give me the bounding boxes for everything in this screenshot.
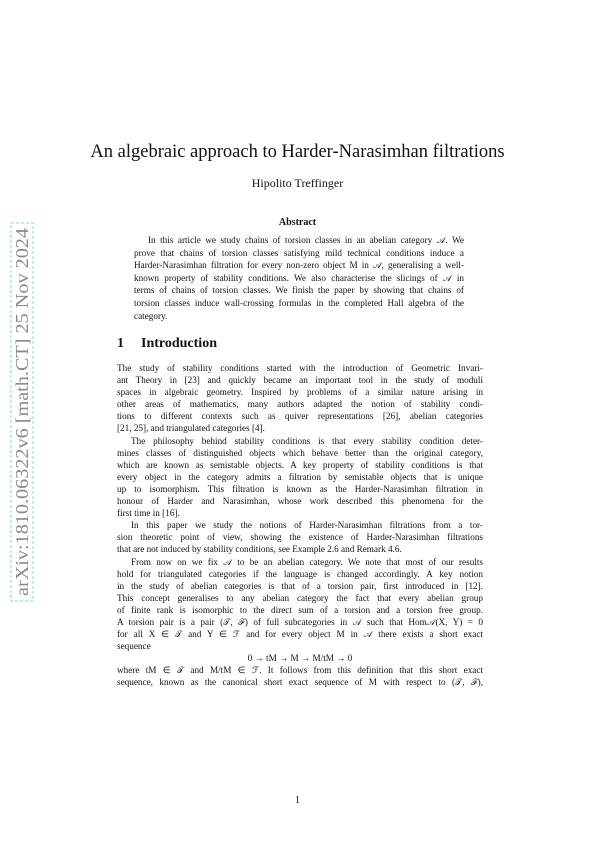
body-line: ant Theory in [23] and quickly became an important tool in the study of moduli	[117, 375, 483, 386]
body-line: for all X ∈ 𝒯 and Y ∈ ℱ and for every object M in 𝒜 there exists a short exact	[117, 629, 483, 640]
body-line: every object in the category admits a filtration by semistable objects that is unique	[117, 471, 483, 482]
paper-title: An algebraic approach to Harder-Narasimhan filtrations	[90, 142, 505, 162]
body-line: A torsion pair is a pair (𝒯, ℱ) of full subcategories in 𝒜 such that Hom𝒜(X, Y) = 0	[117, 616, 483, 627]
body-line: In this paper we study the notions of Harder-Narasimhan filtrations from a tor-	[131, 520, 483, 531]
abstract-line: terms of chains of torsion classes. We finish the paper by showing that chains of	[134, 285, 464, 296]
abstract-line: In this article we study chains of torsion classes in an abelian category 𝒜. We	[148, 235, 464, 245]
page-number: 1	[295, 795, 300, 806]
body-line: of finite rank is isomorphic to the direct sum of a torsion and a torsion free group.	[117, 604, 483, 615]
body-line: From now on we fix 𝒜 to be an abelian category. We note that most of our results	[131, 556, 483, 567]
abstract-line: category.	[134, 310, 168, 321]
body-line: [21, 25], and triangulated categories [4].	[117, 423, 265, 434]
body-line: hold for triangulated categories if the language is changed accordingly. A key notion	[117, 568, 483, 579]
section-number: 1	[117, 336, 124, 351]
abstract-line: torsion classes induce wall-crossing formulas in the completed Hall algebra of the	[134, 297, 464, 308]
body-text	[117, 362, 483, 689]
body-line: up to isomorphism. This filtration is known as the Harder-Narasimhan filtration in	[117, 483, 483, 494]
body-line: spaces in algebraic geometry. Inspired by problems of a similar nature arising in	[117, 387, 483, 398]
abstract-text	[134, 234, 464, 322]
body-line: sion theoretic point of view, showing the existence of Harder-Narasimhan filtrations	[117, 532, 483, 543]
author-name: Hipolito Treffinger	[251, 176, 344, 190]
body-line: first time in [16].	[117, 508, 180, 519]
body-line: where tM ∈ 𝒯 and M/tM ∈ ℱ. It follows from this definition that this short exact	[117, 665, 483, 676]
body-line: tions to different contexts such as quiver representations [26], abelian categories	[117, 411, 483, 422]
abstract-line: Harder-Narasimhan filtration for every non-zero object M in 𝒜, generalising a well-	[134, 260, 464, 271]
body-line: mines classes of distinguished objects which behave better than the original category,	[117, 447, 483, 458]
body-line: sequence	[117, 641, 151, 652]
body-line: sequence, known as the canonical short exact sequence of M with respect to (𝒯, ℱ),	[117, 677, 483, 688]
arxiv-sidebar-stamp	[10, 222, 34, 602]
body-line: honour of Harder and Narasimhan, whose work described this phenomena for the	[117, 496, 483, 507]
body-line: This concept generalises to any abelian category the fact that every abelian group	[117, 592, 483, 603]
body-line: The study of stability conditions started with the introduction of Geometric Invari-	[117, 363, 483, 373]
body-line: The philosophy behind stability conditions is that every stability condition deter-	[131, 435, 483, 446]
display-equation: 0 → tM → M → M/tM → 0	[247, 653, 353, 664]
arxiv-stamp-svg	[10, 222, 34, 602]
section-title: Introduction	[141, 336, 217, 351]
body-line: other areas of mathematics, many authors adapted the notion of stability condi-	[117, 399, 483, 410]
section-heading	[117, 336, 217, 352]
arxiv-identifier: arXiv:1810.06322v6 [math.CT] 25 Nov 2024	[12, 275, 32, 596]
abstract-line: prove that chains of torsion classes satisfying mild technical conditions induce a	[134, 247, 464, 258]
abstract-heading: Abstract	[278, 217, 317, 228]
body-line: that are not induced by stability conditions, see Example 2.6 and Remark 4.6.	[117, 544, 402, 555]
body-line: in the study of abelian categories is that of a torsion pair, first introduced in [12].	[117, 580, 483, 591]
abstract-line: known property of stability conditions. We also characterise the slicings of 𝒜 in	[134, 272, 464, 283]
body-line: which are known as semistable objects. A key property of stability conditions is that	[117, 459, 483, 470]
